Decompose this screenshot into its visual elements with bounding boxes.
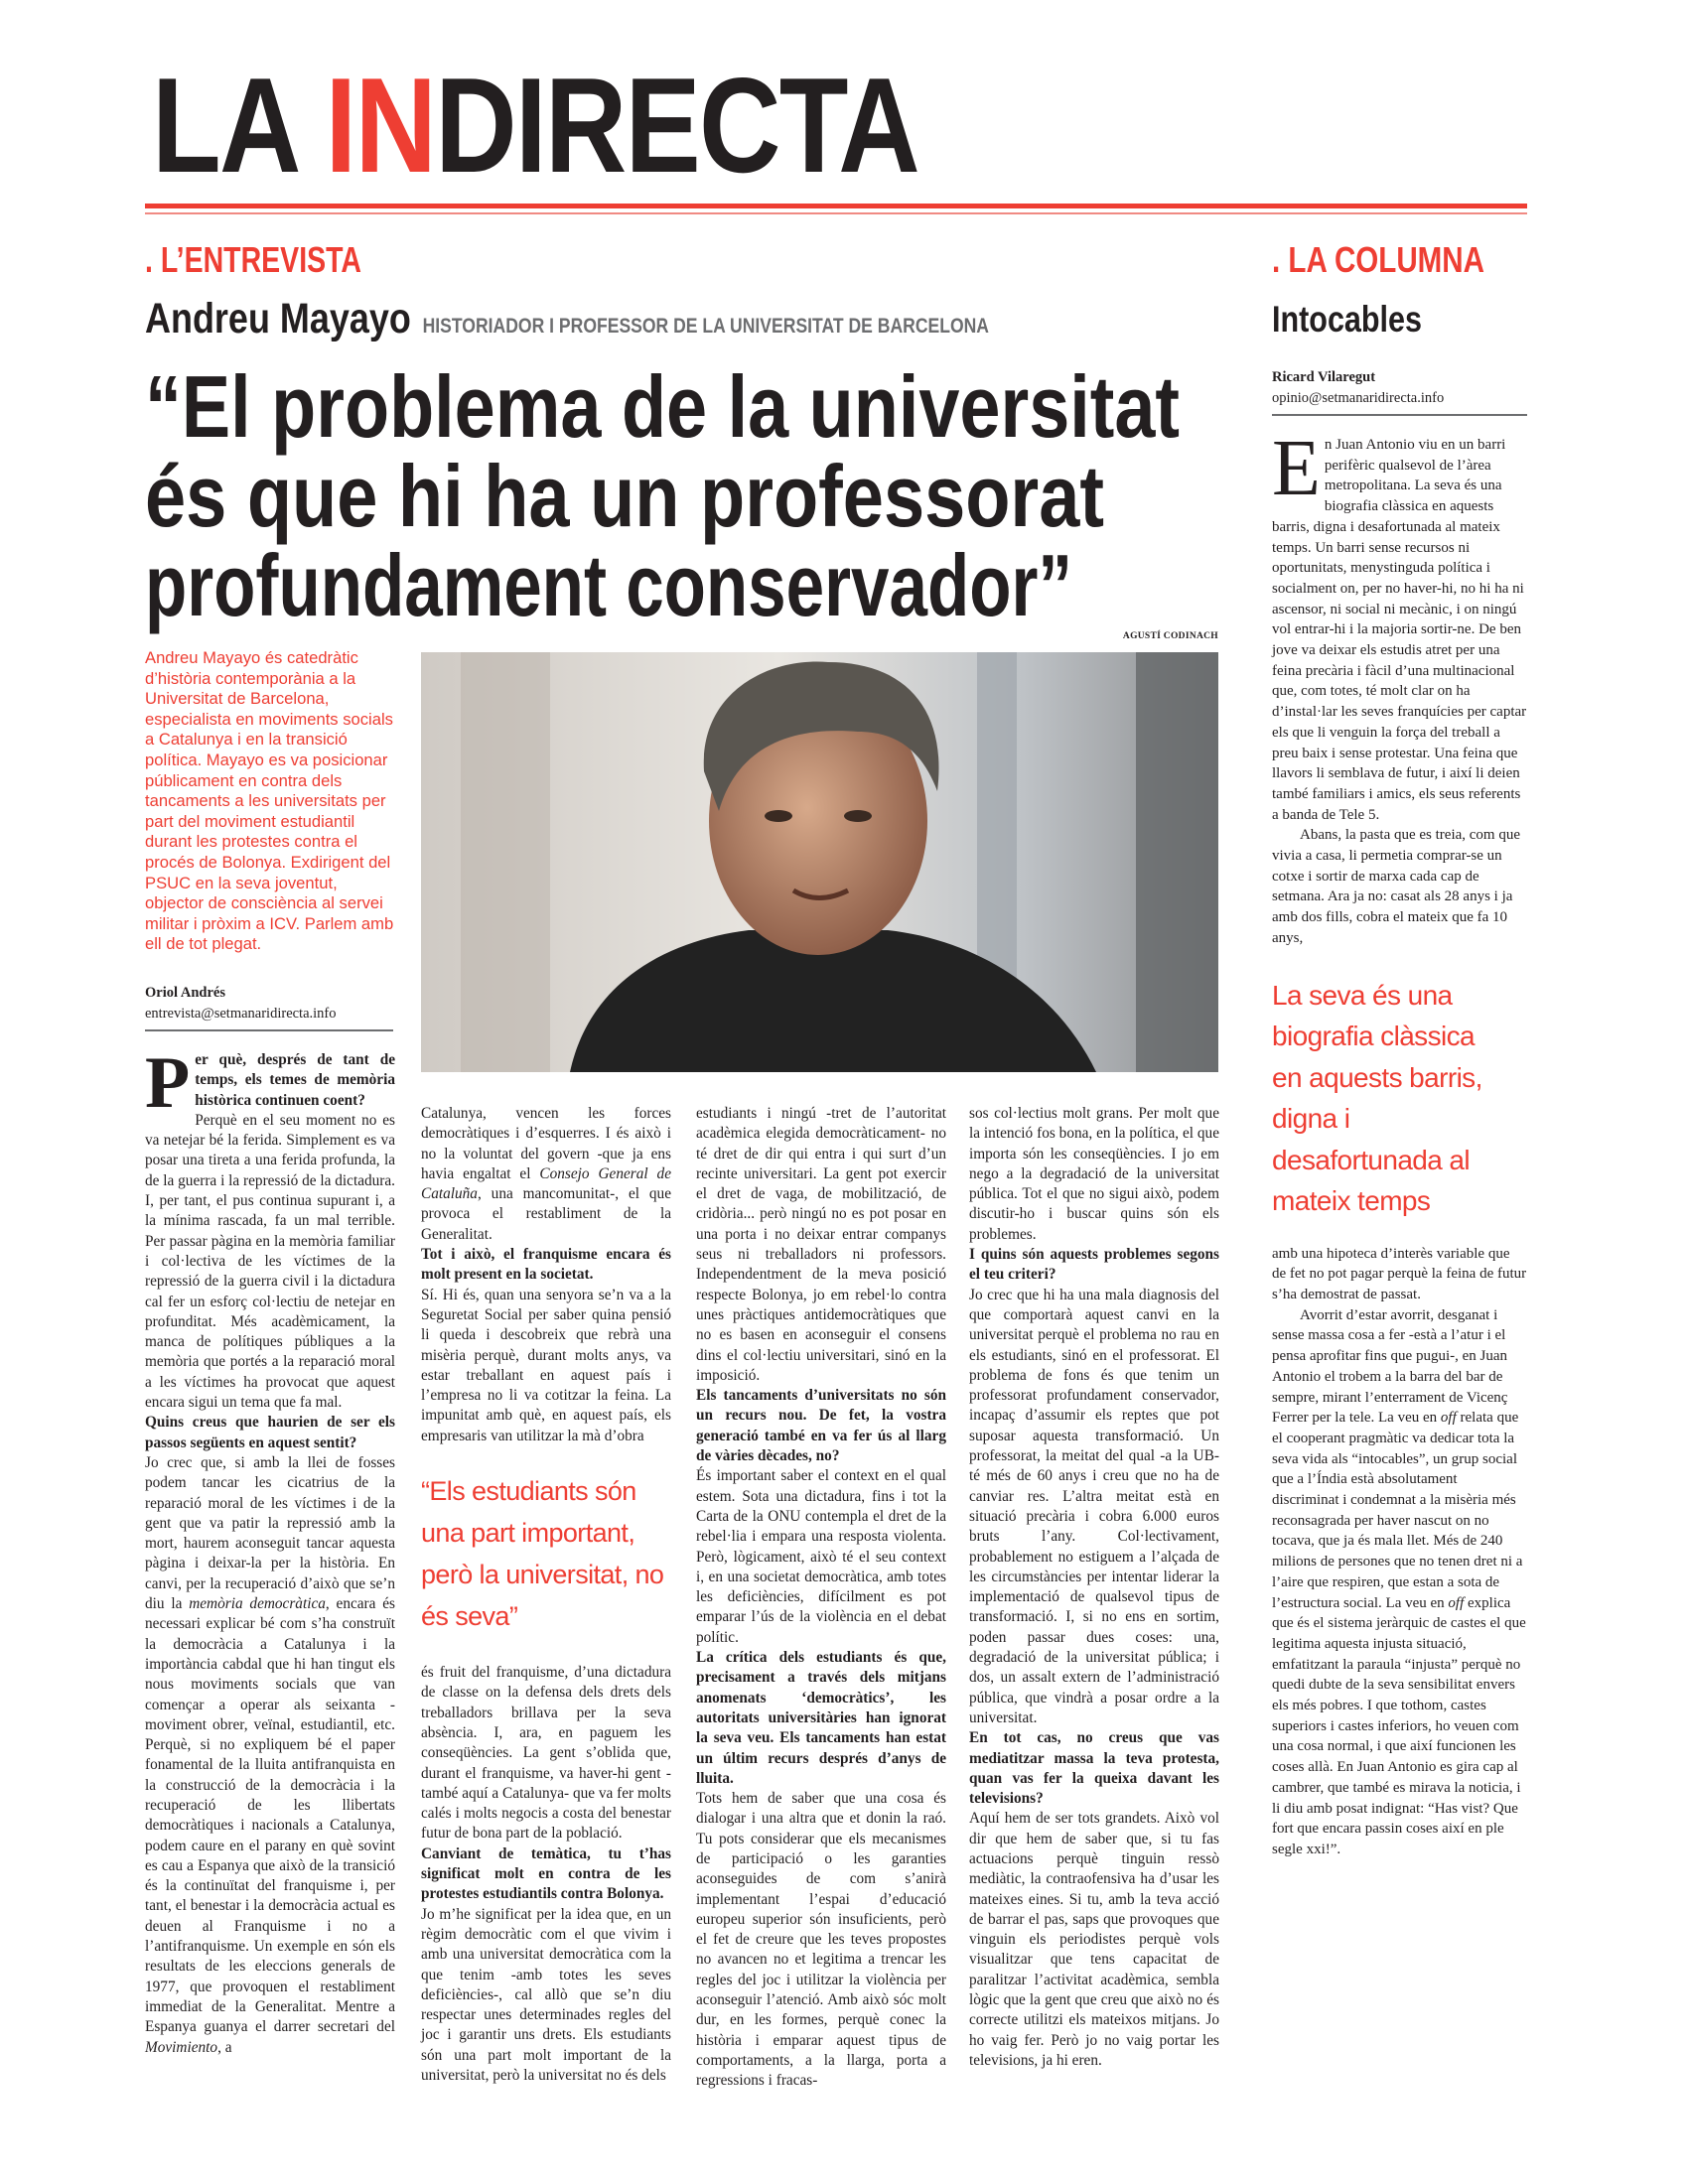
condensed-text: . L’ENTREVISTA <box>145 239 361 280</box>
paragraph <box>1272 1305 1527 1860</box>
paragraph <box>696 1104 946 1386</box>
text-run: I quins són aquests problemes segons el teu criteri? <box>969 1246 1219 1284</box>
portrait-image <box>421 652 1218 1072</box>
text-run: Catalunya, vencen les forces democràtiques i d’esquerres. I és això i no la voluntat del govern -que ja ens havia engaltat el <box>421 1105 671 1182</box>
paragraph <box>696 1466 946 1648</box>
paragraph <box>1272 825 1527 948</box>
pull-quote <box>421 1470 671 1637</box>
author-email[interactable]: entrevista@setmanaridirecta.info <box>145 1006 337 1022</box>
text-run: Els tancaments d’universitats no són un recurs nou. De fet, la vostra generació també en va fer ús al llarg de vàries dècades, no? <box>696 1387 946 1465</box>
drop-cap: P <box>145 1042 191 1124</box>
column-body <box>1272 425 1527 1860</box>
section-label-column <box>1272 239 1531 280</box>
masthead-post: DIRECTA <box>435 50 918 201</box>
paragraph <box>1272 1244 1527 1305</box>
text-run: , a <box>217 2038 232 2056</box>
paragraph <box>421 1905 671 2087</box>
text-run: estudiants i ningú -tret de l’autoritat acadèmica elegida democràticament- no té dret de dir qui entra i qui surt d’un recinte universitari. La gent pot exercir el dret de vaga, de mobilització, de cridòria... però ningú no es pot posar en una porta i no deixar entrar companys seus ni treballadors ni professors. Independentment de la meva posició respecte Bolonya, jo em rebel·lo contra unes pràctiques antidemocràtiques que no es basen en aconseguir el consens dins el col·lectiu universitari, sinó en la imposició. <box>696 1105 946 1384</box>
author-name: Oriol Andrés <box>145 985 225 1001</box>
condensed-text: . LA COLUMNA <box>1272 239 1484 280</box>
paragraph <box>1272 425 1527 825</box>
text-run: , encara és necessari explicar bé com s’ha construït la democràcia a Catalunya i la importància cabdal que hi han tingut els nous moviments socials que van començar a operar als seixanta -moviment obrer, veïnal, estudiantil, etc. Perquè, si no expliquem bé el paper fonamental de la lluita antifranquista en la construcció de la democràcia i la recuperació de les llibertats democràtiques i nacionals a Catalunya, podem caure en el parany en què sovint es cau a Espanya que això de la transició és la continuïtat del franquisme i, per tant, el benestar i la democràcia actual es deuen al Franquisme i no a l’antifranquisme. Un exemple en són els resultats de les eleccions generals de 1977, que provoquen el restabliment immediat de la Generalitat. Mentre a Espanya guanya el darrer secretari del <box>145 1595 395 2036</box>
question <box>969 1245 1219 1286</box>
column-byline <box>1272 367 1527 416</box>
interviewee-photo <box>421 652 1218 1072</box>
text-run: És important saber el context en el qual estem. Sota una dictadura, fins i tot la Carta de la ONU contempla el dret de la rebel·lia i empara una resposta violenta. Però, lògicament, això té el seu context i, en una societat democràtica, amb totes les deficiències, difícilment es pot emparar l’ús de la violència en el debat polític. <box>696 1467 946 1646</box>
text-run: La crítica dels estudiants és que, precisament a través dels mitjans anomenats ‘democràtics’, les autoritats universitàries han ignorat la seva veu. Els tancaments han estat un últim recurs després d’anys de lluita. <box>696 1649 946 1787</box>
interviewee-name: Andreu Mayayo <box>145 295 411 342</box>
condensed-text: profundament conservador” <box>145 536 1072 634</box>
question <box>145 1042 395 1124</box>
emphasis-text: Movimiento <box>145 2038 218 2056</box>
text-run: sos col·lectius molt grans. Per molt que la intenció fos bona, en la política, el que importa són les conseqüències. I jo em nego a la degradació de la universitat pública. Tot el que no sigui això, podem discutir-ho i buscar quins són els problemes. <box>969 1105 1219 1243</box>
condensed-text: “El problema de la universitat <box>145 357 1180 456</box>
interview-column-3 <box>696 1104 946 2092</box>
masthead-logo <box>152 50 1065 201</box>
emphasis-text: Consejo General de Cataluña <box>421 1164 671 1203</box>
text-run: Tots hem de saber que una cosa és dialogar i una altra que et donin la raó. Tu pots considerar que els mecanismes de participació o les garanties aconseguides de com s’anirà implementant l’espai d’educació europeu superior són insuficients, però el fet de creure que les teves propostes no avancen no et legitima a trencar les regles del joc i utilitzar la violència per aconseguir l’atenció. Amb això sóc molt dur, en les formes, perquè conec la història i emparar aquest tipus de comportaments, a la llarga, porta a regressions i fracas- <box>696 1790 946 2090</box>
question <box>421 1245 671 1286</box>
condensed-text: és que hi ha un professorat <box>145 447 1104 545</box>
text-run: Canviant de temàtica, tu t’has significat molt en contra de les protestes estudiantils contra Bolonya. <box>421 1844 671 1903</box>
text-run: és fruit del franquisme, d’una dictadura de classe on la defensa dels drets dels treballadors brillava per la seva absència. I, ara, en paguem les conseqüències. La gent s’oblida que, durant el franquisme, va haver-hi gent -també aquí a Catalunya- que va fer molts calés i molts negocis a costa del benestar futur de bona part de la població. <box>421 1664 671 1843</box>
question <box>421 1844 671 1905</box>
question <box>969 1728 1219 1809</box>
pull-quote <box>1272 975 1485 1222</box>
interview-column-2 <box>421 1104 671 2086</box>
text-run: Sí. Hi és, quan una senyora se’n va a la Seguretat Social per saber quina pensió li queda i descobreix que rebrà una misèria perquè, durant molts anys, va estar treballant en aquest país i l’empresa no li va cotitzar la feina. La impunitat amb què, en aquest país, els empresaris van utilitzar la mà d’obra <box>421 1286 671 1444</box>
interview-column-4 <box>969 1104 1219 2071</box>
emphasis-text: off <box>1440 1410 1457 1427</box>
paragraph <box>696 1789 946 2091</box>
text-run: En tot cas, no creus que vas mediatitzar massa la teva protesta, quan vas fer la queixa davant les televisions? <box>969 1729 1219 1808</box>
interview-intro: Andreu Mayayo és catedràtic d’història contemporània a la Universitat de Barcelona, especialista en moviments socials a Catalunya i en la transició política. Mayayo es va posicionar públicament en contra dels tancaments a les universitats per part del moviment estudiantil durant les protestes contra el procés de Bolonya. Exdirigent del PSUC en la seva joventut, objector de consciència al servei militar i pròxim a ICV. Parlem amb ell de tot plegat. <box>145 648 394 954</box>
emphasis-text: off <box>1448 1594 1465 1611</box>
paragraph <box>969 1286 1219 1729</box>
text-run: er què, després de tant de temps, els temes de memòria històrica continuen coent? <box>195 1051 395 1109</box>
paragraph <box>145 1453 395 2058</box>
paragraph <box>969 1809 1219 2071</box>
headline-line-1 <box>145 357 1378 456</box>
condensed-text <box>145 295 989 342</box>
drop-cap: E <box>1272 425 1321 512</box>
text-run: Jo crec que hi ha una mala diagnosis del que comportarà aquest canvi en la universitat perquè el problema no rau en els estudiants, sinó en el professorat. El problema de fons és que tenim un professorat profundament conservador, incapaç d’assumir els reptes que pot suposar aquesta transformació. Un professorat, la meitat del qual -a la UB- té més de 60 anys i creu que no ha de canviar res. L’altra meitat està en situació precària i cobra 6.000 euros bruts l’any. Col·lectivament, probablement no estiguem a l’alçada de les circumstàncies per intentar liderar la implementació de qualsevol tipus de transformació. I, si no ens en sortim, poden passar dues coses: una, degradació de la universitat pública; i dos, un assalt extern de l’administració pública, que vindrà a posar ordre a la universitat. <box>969 1286 1219 1726</box>
section-label-interview <box>145 239 418 280</box>
masthead-rule-thin <box>145 212 1527 214</box>
masthead-rule <box>145 204 1527 208</box>
headline-line-3 <box>145 536 1325 634</box>
paragraph <box>145 1111 395 1413</box>
question <box>696 1648 946 1789</box>
column-author-name: Ricard Vilaregut <box>1272 369 1376 385</box>
text-run: La seva és una biografia clàssica en aquests barris, digna i desafortunada al mateix temps <box>1272 979 1482 1217</box>
text-run: amb una hipoteca d’interès variable que de fet no pot pagar perquè la feina de futur s’ha demostrat de passat. <box>1272 1245 1527 1302</box>
paragraph <box>421 1104 671 1245</box>
interview-byline <box>145 983 393 1031</box>
interviewee-role: HISTORIADOR I PROFESSOR DE LA UNIVERSITAT DE BARCELONA <box>422 315 989 338</box>
interviewee-line <box>145 295 1154 342</box>
text-run: Jo crec que, si amb la llei de fosses podem tancar les cicatrius de la reparació moral de les víctimes i de la gent que va patir la repressió amb la mort, haurem aconseguit tancar aquesta pàgina i deixar-la per la història. En canvi, per la recuperació d’això que se’n diu la <box>145 1453 395 1613</box>
interview-column-1 <box>145 1042 395 2058</box>
question <box>145 1413 395 1453</box>
text-run: relata que el cooperant pragmàtic va dedicar tota la seva vida als “intocables”, un grup social que a l’Índia està absolutament discriminat i condemnat a la misèria més reconsagrada per haver nascut on no tocava, que ja és mala llet. Més de 240 milions de persones que no tenen dret ni a l’aire que respiren, que estan a sota de l’estructura social. La veu en <box>1272 1410 1523 1611</box>
condensed-text: Intocables <box>1272 299 1422 340</box>
text-run: Tot i això, el franquisme encara és molt present en la societat. <box>421 1246 671 1284</box>
masthead-pre: LA <box>152 50 326 201</box>
text-run: Perquè en el seu moment no es va netejar bé la ferida. Simplement es va posar una tireta a una ferida profunda, la de la guerra i la repressió de la dictadura. I, per tant, el pus continua supurant i, a la mínima rascada, fa un mal terrible. Per passar pàgina en la memòria familiar i col·lectiva de les víctimes de la repressió de la guerra civil i la dictadura cal fer un esforç col·lectiu de netejar en profunditat. Més acadèmicament, la manca de polítiques públiques a la memòria que portés a la reparació moral a les víctimes ha provocat que aquest encara sigui un tema que fa mal. <box>145 1111 395 1412</box>
question <box>696 1386 946 1466</box>
column-author-email[interactable]: opinio@setmanaridirecta.info <box>1272 390 1445 406</box>
paragraph <box>421 1286 671 1446</box>
text-run: Aquí hem de ser tots grandets. Això vol dir que hem de saber que, si tu fas actuacions perquè tinguin ressò mediàtic, la contraofensiva ha d’usar les mateixes eines. Si tu, amb la teva acció de barrar el pas, saps que provoques que vinguin els periodistes perquè vols visualitzar que tens capacitat de paralitzar l’activitat acadèmica, sembla lògic que la gent que creu que això no és correcte utilitzi els mateixos mitjans. Jo ho vaig fer. Però jo no vaig portar les televisions, ja hi eren. <box>969 1810 1219 2069</box>
text-run: n Juan Antonio viu en un barri perifèric qualsevol de l’àrea metropolitana. La seva és una biografia clàssica en aquests barris, digna i desafortunada al mateix temps. Un barri sense recursos ni oportunitats, menystinguda política i socialment on, per no haver-hi, no hi ha ni ascensor, ni social ni mecànic, i on ningú vol entrar-hi i la majoria sortir-ne. De ben jove va deixar els estudis atret per una feina precària i fàcil d’una multinacional que, com totes, té molt clar on ha d’instal·lar les seves franquícies per captar els que li venguin la força del treball a preu baix i sense protestar. Una feina que llavors li semblava de futur, i així li deien també familiars i amics, els seus referents a banda de Tele 5. <box>1272 437 1527 823</box>
emphasis-text: memòria democràtica <box>189 1595 326 1613</box>
condensed-text <box>152 50 918 201</box>
column-title <box>1272 301 1454 338</box>
masthead-accent: IN <box>325 50 436 201</box>
text-run: “Els estudiants són una part important, però la universitat, no és seva” <box>421 1476 664 1632</box>
text-run: , una mancomunitat-, el que provoca el restabliment de la Generalitat. <box>421 1185 671 1243</box>
paragraph <box>969 1104 1219 1245</box>
text-run: Avorrit d’estar avorrit, desganat i sense massa cosa a fer -està a l’atur i el pensa aprofitar fins que pugui-, en Juan Antonio el trobem a la barra del bar de sempre, mirant l’enterrament de Vicenç Ferrer per la tele. La veu en <box>1272 1306 1508 1427</box>
text-run: explica que és el sistema jeràrquic de castes el que legitima aquesta injusta situació, emfatitzant la paraula “injusta” perquè no quedi dubte de la seva sensibilitat envers els més pobres. I que tothom, castes superiors i castes inferiors, ho veuen com una cosa normal, i que així funcionen les coses allà. En Juan Antonio es gira cap al cambrer, que també es mirava la noticia, i li diu amb posat indignat: “Has vist? Que fort que encara passin coses així en ple segle xxi!”. <box>1272 1594 1526 1857</box>
text-run: Jo m’he significat per la idea que, en un règim democràtic com el que vivim i amb una universitat democràtica com la que tenim -amb totes les seves deficiències-, cal allò que se’n diu respectar unes determinades regles del joc i garantir uns drets. Els estudiants són una part molt important de la universitat, però la universitat no és dels <box>421 1905 671 2084</box>
text-run: Quins creus que haurien de ser els passos següents en aquest sentit? <box>145 1414 395 1451</box>
paragraph <box>421 1663 671 1844</box>
headline-line-2 <box>145 447 1286 545</box>
text-run: Abans, la pasta que es treia, com que vivia a casa, li permetia comprar-se un cotxe i sortir de marxa cada cap de setmana. Ara ja no: casat als 28 anys i ja amb dos fills, cobra el mateix que fa 10 anys, <box>1272 827 1521 946</box>
photo-credit: AGUSTÍ CODINACH <box>1122 631 1218 641</box>
